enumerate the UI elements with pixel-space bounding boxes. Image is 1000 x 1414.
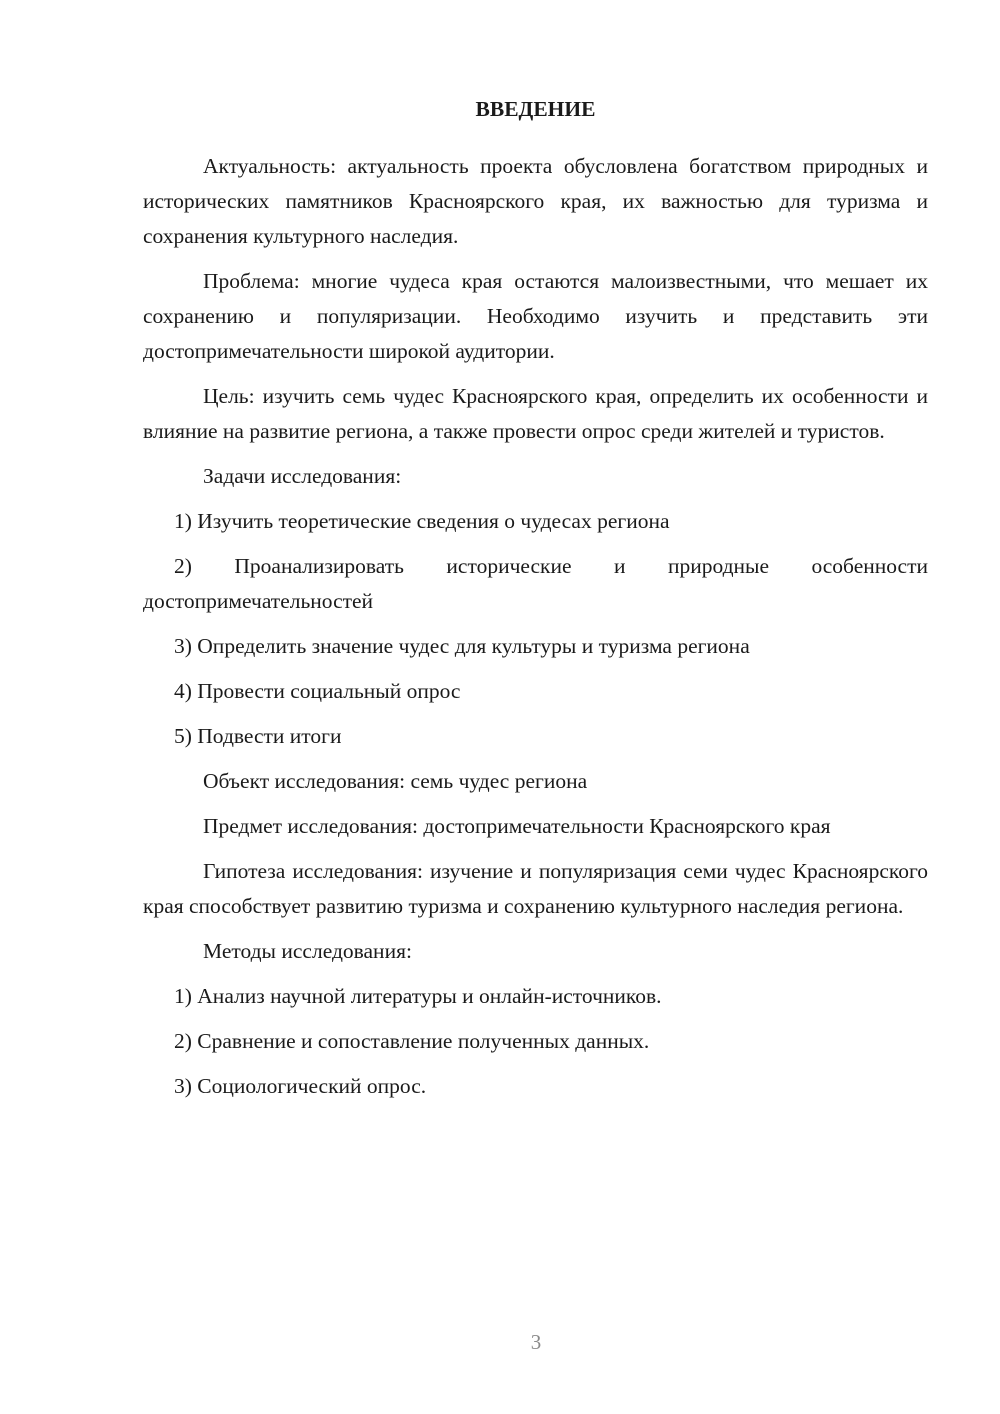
problem-paragraph: Проблема: многие чудеса края остаются малоизвестными, что мешает их сохранению и популяризации. Необходимо изучить и представить эти достопримечательности широкой аудитории. (143, 269, 928, 363)
object-paragraph: Объект исследования: семь чудес региона (203, 769, 588, 793)
section-title: ВВЕДЕНИЕ (475, 97, 596, 121)
task-item: 4) Провести социальный опрос (174, 679, 461, 703)
subject-paragraph: Предмет исследования: достопримечательности Красноярского края (203, 814, 831, 838)
relevance-paragraph: Актуальность: актуальность проекта обусловлена богатством природных и исторических памятников Красноярского края, их важностью для туризма и сохранения культурного наследия. (143, 154, 928, 248)
task-item: 5) Подвести итоги (174, 724, 342, 748)
method-item: 2) Сравнение и сопоставление полученных данных. (174, 1029, 650, 1053)
method-item: 1) Анализ научной литературы и онлайн-источников. (174, 984, 662, 1008)
task-item: 3) Определить значение чудес для культуры и туризма региона (174, 634, 750, 658)
goal-paragraph: Цель: изучить семь чудес Красноярского края, определить их особенности и влияние на развитие региона, а также провести опрос среди жителей и туристов. (143, 384, 928, 443)
tasks-heading: Задачи исследования: (203, 464, 402, 488)
page-number: 3 (530, 1330, 542, 1354)
task-item: 2) Проанализировать исторические и природные особенности достопримечательностей (143, 554, 928, 613)
method-item: 3) Социологический опрос. (174, 1074, 427, 1098)
methods-heading: Методы исследования: (203, 939, 412, 963)
document-page (143, 92, 928, 1114)
task-item: 1) Изучить теоретические сведения о чудесах региона (174, 509, 670, 533)
hypothesis-paragraph: Гипотеза исследования: изучение и популяризация семи чудес Красноярского края способствует развитию туризма и сохранению культурного наследия региона. (143, 859, 928, 918)
